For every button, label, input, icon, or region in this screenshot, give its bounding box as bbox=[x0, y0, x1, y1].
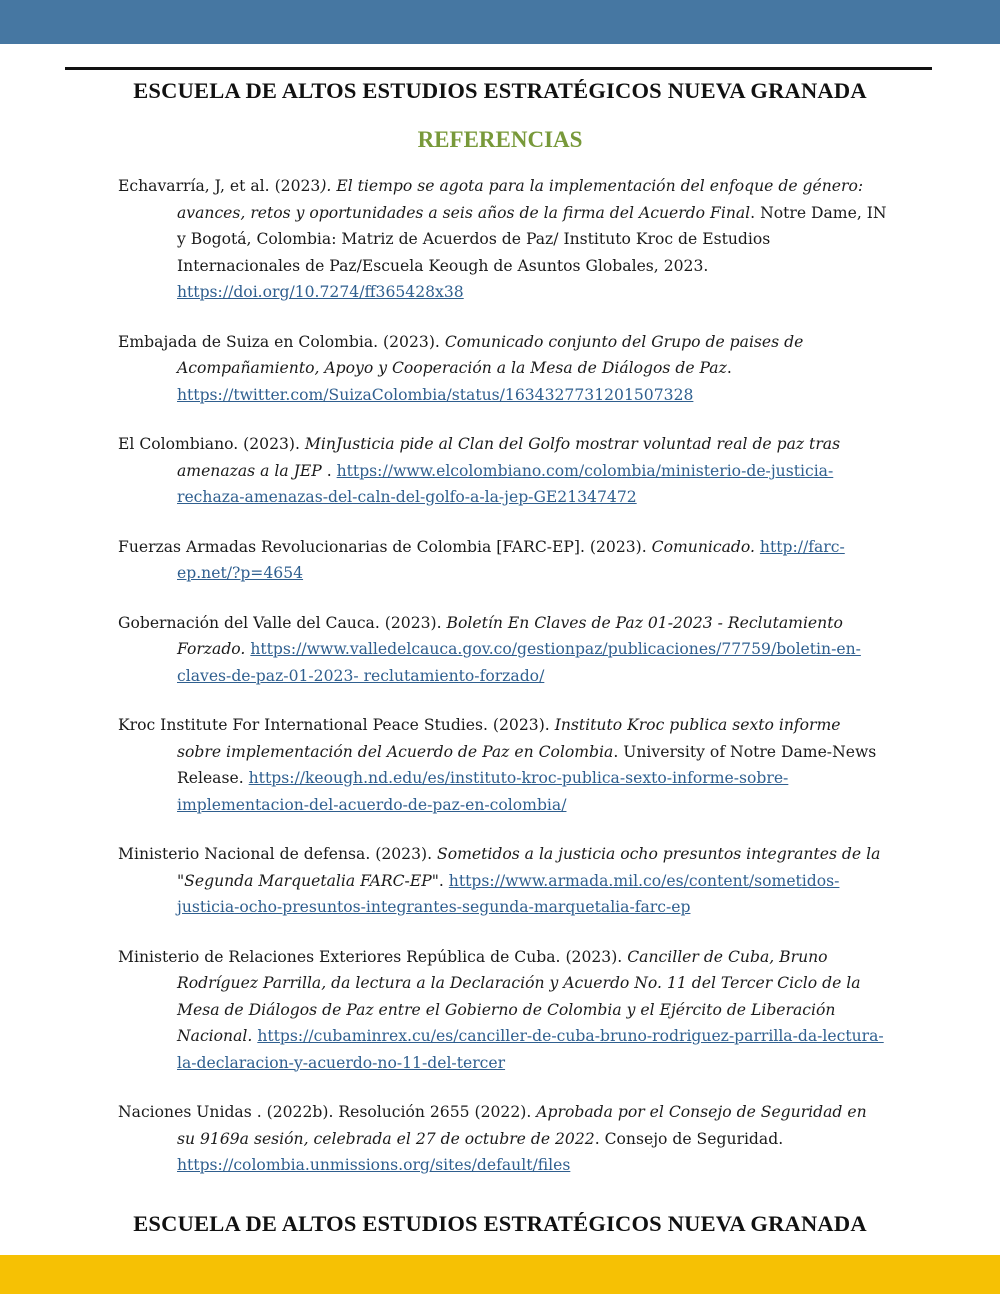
reference-title: MinJusticia pide al Clan del Golfo mostrar voluntad real de paz tras amenazas a la JEP bbox=[177, 435, 841, 480]
reference-entry bbox=[118, 431, 888, 511]
reference-lead: Ministerio de Relaciones Exteriores República de Cuba. (2023). bbox=[118, 947, 628, 966]
reference-lead: Echavarría, J, et al. (2023 bbox=[118, 177, 321, 195]
reference-link[interactable]: https://cubaminrex.cu/es/canciller-de-cuba-bruno-rodriguez-parrilla-da-lectura-la-declaracion-y-acuerdo-no-11-del-tercer bbox=[177, 1027, 884, 1072]
reference-tail: . University of Notre Dame-News Release. bbox=[177, 742, 877, 787]
reference-link[interactable]: https://doi.org/10.7274/ff365428x38 bbox=[177, 283, 464, 301]
reference-entry bbox=[118, 1099, 888, 1179]
reference-entry bbox=[118, 610, 888, 690]
reference-title: Aprobada por el Consejo de Seguridad en su 9169a sesión, celebrada el 27 de octubre de 2022 bbox=[177, 1103, 867, 1148]
page-header-title: ESCUELA DE ALTOS ESTUDIOS ESTRATÉGICOS NUEVA GRANADA bbox=[133, 78, 867, 103]
reference-entry bbox=[118, 841, 888, 921]
reference-entry bbox=[118, 329, 888, 409]
reference-title: Comunicado. bbox=[651, 537, 755, 556]
reference-link[interactable]: https://www.valledelcauca.gov.co/gestionpaz/publicaciones/77759/boletin-en-claves-de-paz-01-2023- reclutamiento-forzado/ bbox=[177, 640, 861, 685]
reference-lead: Gobernación del Valle del Cauca. (2023). bbox=[118, 613, 447, 632]
reference-title: Instituto Kroc publica sexto informe sobre implementación del Acuerdo de Paz en Colombia bbox=[177, 716, 841, 761]
reference-entry bbox=[118, 173, 888, 306]
bottom-color-band bbox=[0, 1255, 1000, 1294]
reference-lead: Ministerio Nacional de defensa. (2023). bbox=[118, 845, 438, 863]
reference-tail: . bbox=[438, 871, 449, 890]
page-footer-title: ESCUELA DE ALTOS ESTUDIOS ESTRATÉGICOS NUEVA GRANADA bbox=[133, 1211, 867, 1236]
reference-entry bbox=[118, 534, 888, 587]
reference-link[interactable]: https://www.armada.mil.co/es/content/sometidos-justicia-ocho-presuntos-integrantes-segunda-marquetalia-farc-ep bbox=[177, 871, 840, 916]
section-title: REFERENCIAS bbox=[417, 127, 583, 152]
reference-entry bbox=[118, 712, 888, 818]
reference-tail: . Consejo de Seguridad. bbox=[594, 1129, 784, 1148]
header-rule bbox=[65, 67, 932, 70]
reference-tail: . Notre Dame, IN y Bogotá, Colombia: Matriz de Acuerdos de Paz/ Instituto Kroc de Estudios Internacionales de Paz/Escuela Keough de Asuntos Globales, 2023. bbox=[177, 203, 887, 275]
reference-title: Canciller de Cuba, Bruno Rodríguez Parrilla, da lectura a la Declaración y Acuerdo No. 11 del Tercer Ciclo de la Mesa de Diálogos de Paz entre el Gobierno de Colombia y el Ejército de Liberación Nacional. bbox=[177, 947, 861, 1045]
reference-lead: Embajada de Suiza en Colombia. (2023). bbox=[118, 332, 445, 351]
reference-title: Boletín En Claves de Paz 01-2023 - Reclutamiento Forzado. bbox=[177, 613, 843, 658]
reference-lead: Kroc Institute For International Peace Studies. (2023). bbox=[118, 716, 555, 734]
reference-entry bbox=[118, 944, 888, 1077]
top-color-band bbox=[0, 0, 1000, 44]
reference-link[interactable]: https://www.elcolombiano.com/colombia/ministerio-de-justicia-rechaza-amenazas-del-caln-del-golfo-a-la-jep-GE21347472 bbox=[177, 461, 834, 506]
reference-lead: Naciones Unidas . (2022b). Resolución 2655 (2022). bbox=[118, 1103, 537, 1121]
reference-list bbox=[118, 173, 888, 1202]
reference-title: Sometidos a la justicia ocho presuntos integrantes de la "Segunda Marquetalia FARC-EP" bbox=[177, 845, 881, 890]
reference-link[interactable]: https://colombia.unmissions.org/sites/default/files bbox=[177, 1156, 571, 1174]
reference-tail: . bbox=[321, 461, 337, 480]
reference-link[interactable]: http://farc-ep.net/?p=4654 bbox=[177, 537, 845, 582]
reference-title: Comunicado conjunto del Grupo de paises de Acompañamiento, Apoyo y Cooperación a la Mesa de Diálogos de Paz bbox=[177, 332, 804, 377]
reference-lead: El Colombiano. (2023). bbox=[118, 435, 305, 453]
reference-tail: . bbox=[726, 359, 732, 377]
reference-link[interactable]: https://keough.nd.edu/es/instituto-kroc-publica-sexto-informe-sobre-implementacion-del-acuerdo-de-paz-en-colombia/ bbox=[177, 769, 789, 814]
reference-link[interactable]: https://twitter.com/SuizaColombia/status/1634327731201507328 bbox=[177, 385, 694, 404]
reference-title: ). El tiempo se agota para la implementación del enfoque de género: avances, retos y oportunidades a seis años de la firma del Acuerdo Final bbox=[177, 177, 864, 222]
reference-lead: Fuerzas Armadas Revolucionarias de Colombia [FARC-EP]. (2023). bbox=[118, 537, 652, 556]
